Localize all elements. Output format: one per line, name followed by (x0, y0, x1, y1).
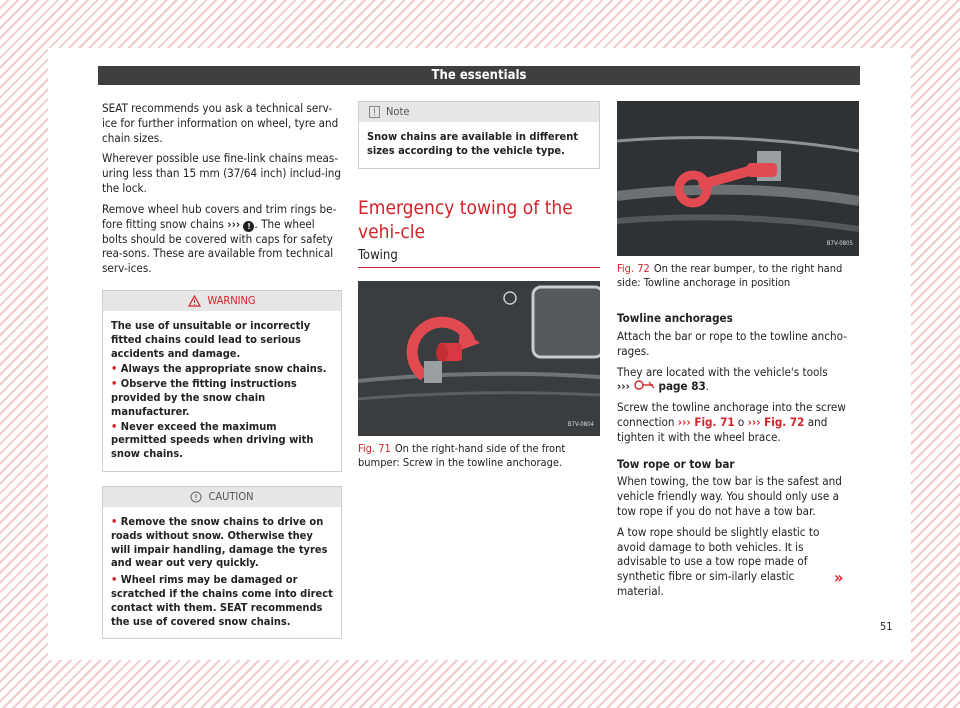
figure-number: Fig. 72 (617, 262, 650, 275)
bullet-icon: • (111, 514, 121, 528)
caution-header: CAUTION (103, 487, 341, 507)
cross-ref-arrows[interactable]: ››› (617, 379, 630, 394)
list-item: • Never exceed the maximum permitted speeds when driving with snow chains. (111, 419, 314, 461)
paragraph: Wherever possible use fine-link chains meas-uring less than 15 mm (37/64 inch) includ-ing the lock. (102, 151, 342, 195)
paragraph: SEAT recommends you ask a technical serv-ice for further information on wheel, tyre and chain sizes. (102, 101, 339, 145)
caution-circle-icon (190, 491, 202, 503)
warning-circle-icon: ! (243, 221, 254, 232)
paragraph: A tow rope should be slightly elastic to avoid damage to both vehicles. It is advisable to use a tow rope made of synthetic fibre or sim-ilarly elastic material. (617, 524, 820, 598)
fig-72-link[interactable]: ››› Fig. 72 (747, 414, 805, 429)
caution-box (102, 486, 342, 639)
fig-71-link[interactable]: ››› Fig. 71 (677, 414, 735, 429)
bullet-icon: • (111, 362, 121, 376)
towline-screw-illustration (358, 281, 600, 436)
page-header: The essentials (98, 66, 860, 85)
paragraph: When towing, the tow bar is the safest and vehicle friendly way. You should only use a tow rope if you do not have a tow bar. (617, 474, 842, 518)
page-reference-link[interactable]: page 83 (658, 379, 706, 394)
warning-body: The use of unsuitable or incorrectly fitted chains could lead to serious accidents and damage. • Always the appropriate snow chains. • Observe the fitting instructions provided by the snow chain manufacturer. • Never exceed the maximum permitted speeds when driving with snow chains. (103, 311, 341, 471)
figure-71-image (358, 281, 600, 436)
note-header: Note (359, 102, 599, 122)
section-subtitle: Towing (358, 249, 600, 269)
text-block (617, 311, 859, 599)
warning-box (102, 290, 342, 472)
figure-72-image (617, 101, 859, 256)
note-body: Snow chains are available in different sizes according to the vehicle type. (367, 130, 578, 157)
figure-caption: Fig. 72 On the rear bumper, to the right hand side: Towline anchorage in position (617, 262, 843, 289)
continue-arrow-icon: » (834, 568, 844, 587)
figure-number: Fig. 71 (358, 442, 391, 456)
figure-code: B7V-0804 (567, 420, 594, 428)
cross-ref-arrows[interactable]: ››› (227, 216, 241, 231)
section-title: Emergency towing of the vehi-cle (358, 196, 573, 243)
warning-header: WARNING (103, 291, 341, 311)
paragraph: Attach the bar or rope to the towline ancho-rages. (617, 328, 847, 358)
paragraph: Screw the towline anchorage into the screw connection ››› Fig. 71 o ››› Fig. 72 and tighten it with the wheel brace. (617, 400, 846, 444)
column-middle (358, 101, 600, 470)
paragraph: Remove wheel hub covers and trim rings be-fore fitting snow chains ››› ! . The wheel bolts should be covered with caps for safety rea-sons. These are available from technical serv-ices. (102, 201, 337, 276)
column-right (617, 101, 859, 605)
paragraph: They are located with the vehicle's tools ››› page 83. (617, 364, 828, 394)
column-left (102, 101, 342, 639)
list-item: • Remove the snow chains to drive on roads without snow. Otherwise they will impair handling, damage the tyres and wear out very quickly. (111, 514, 328, 570)
info-icon (369, 106, 380, 118)
caution-body (103, 507, 341, 638)
figure-caption: Fig. 71 On the right-hand side of the front bumper: Screw in the towline anchorage. (358, 442, 566, 469)
subheading: Towline anchorages (617, 311, 733, 326)
figure-code: B7V-0805 (826, 240, 853, 248)
list-item: • Always the appropriate snow chains. (111, 362, 327, 376)
page-number: 51 (880, 620, 893, 633)
subheading: Tow rope or tow bar (617, 456, 735, 471)
list-item: • Wheel rims may be damaged or scratched if the chains come into direct contact with them. SEAT recommends the use of covered snow chains. (111, 573, 333, 628)
warning-triangle-icon (188, 295, 201, 307)
tools-icon (633, 379, 655, 391)
bullet-icon: • (111, 377, 121, 391)
bullet-icon: • (111, 573, 121, 587)
list-item: • Observe the fitting instructions provided by the snow chain manufacturer. (111, 377, 297, 418)
bullet-icon: • (111, 419, 121, 433)
towline-anchorage-illustration (617, 101, 859, 256)
note-box (358, 101, 600, 169)
